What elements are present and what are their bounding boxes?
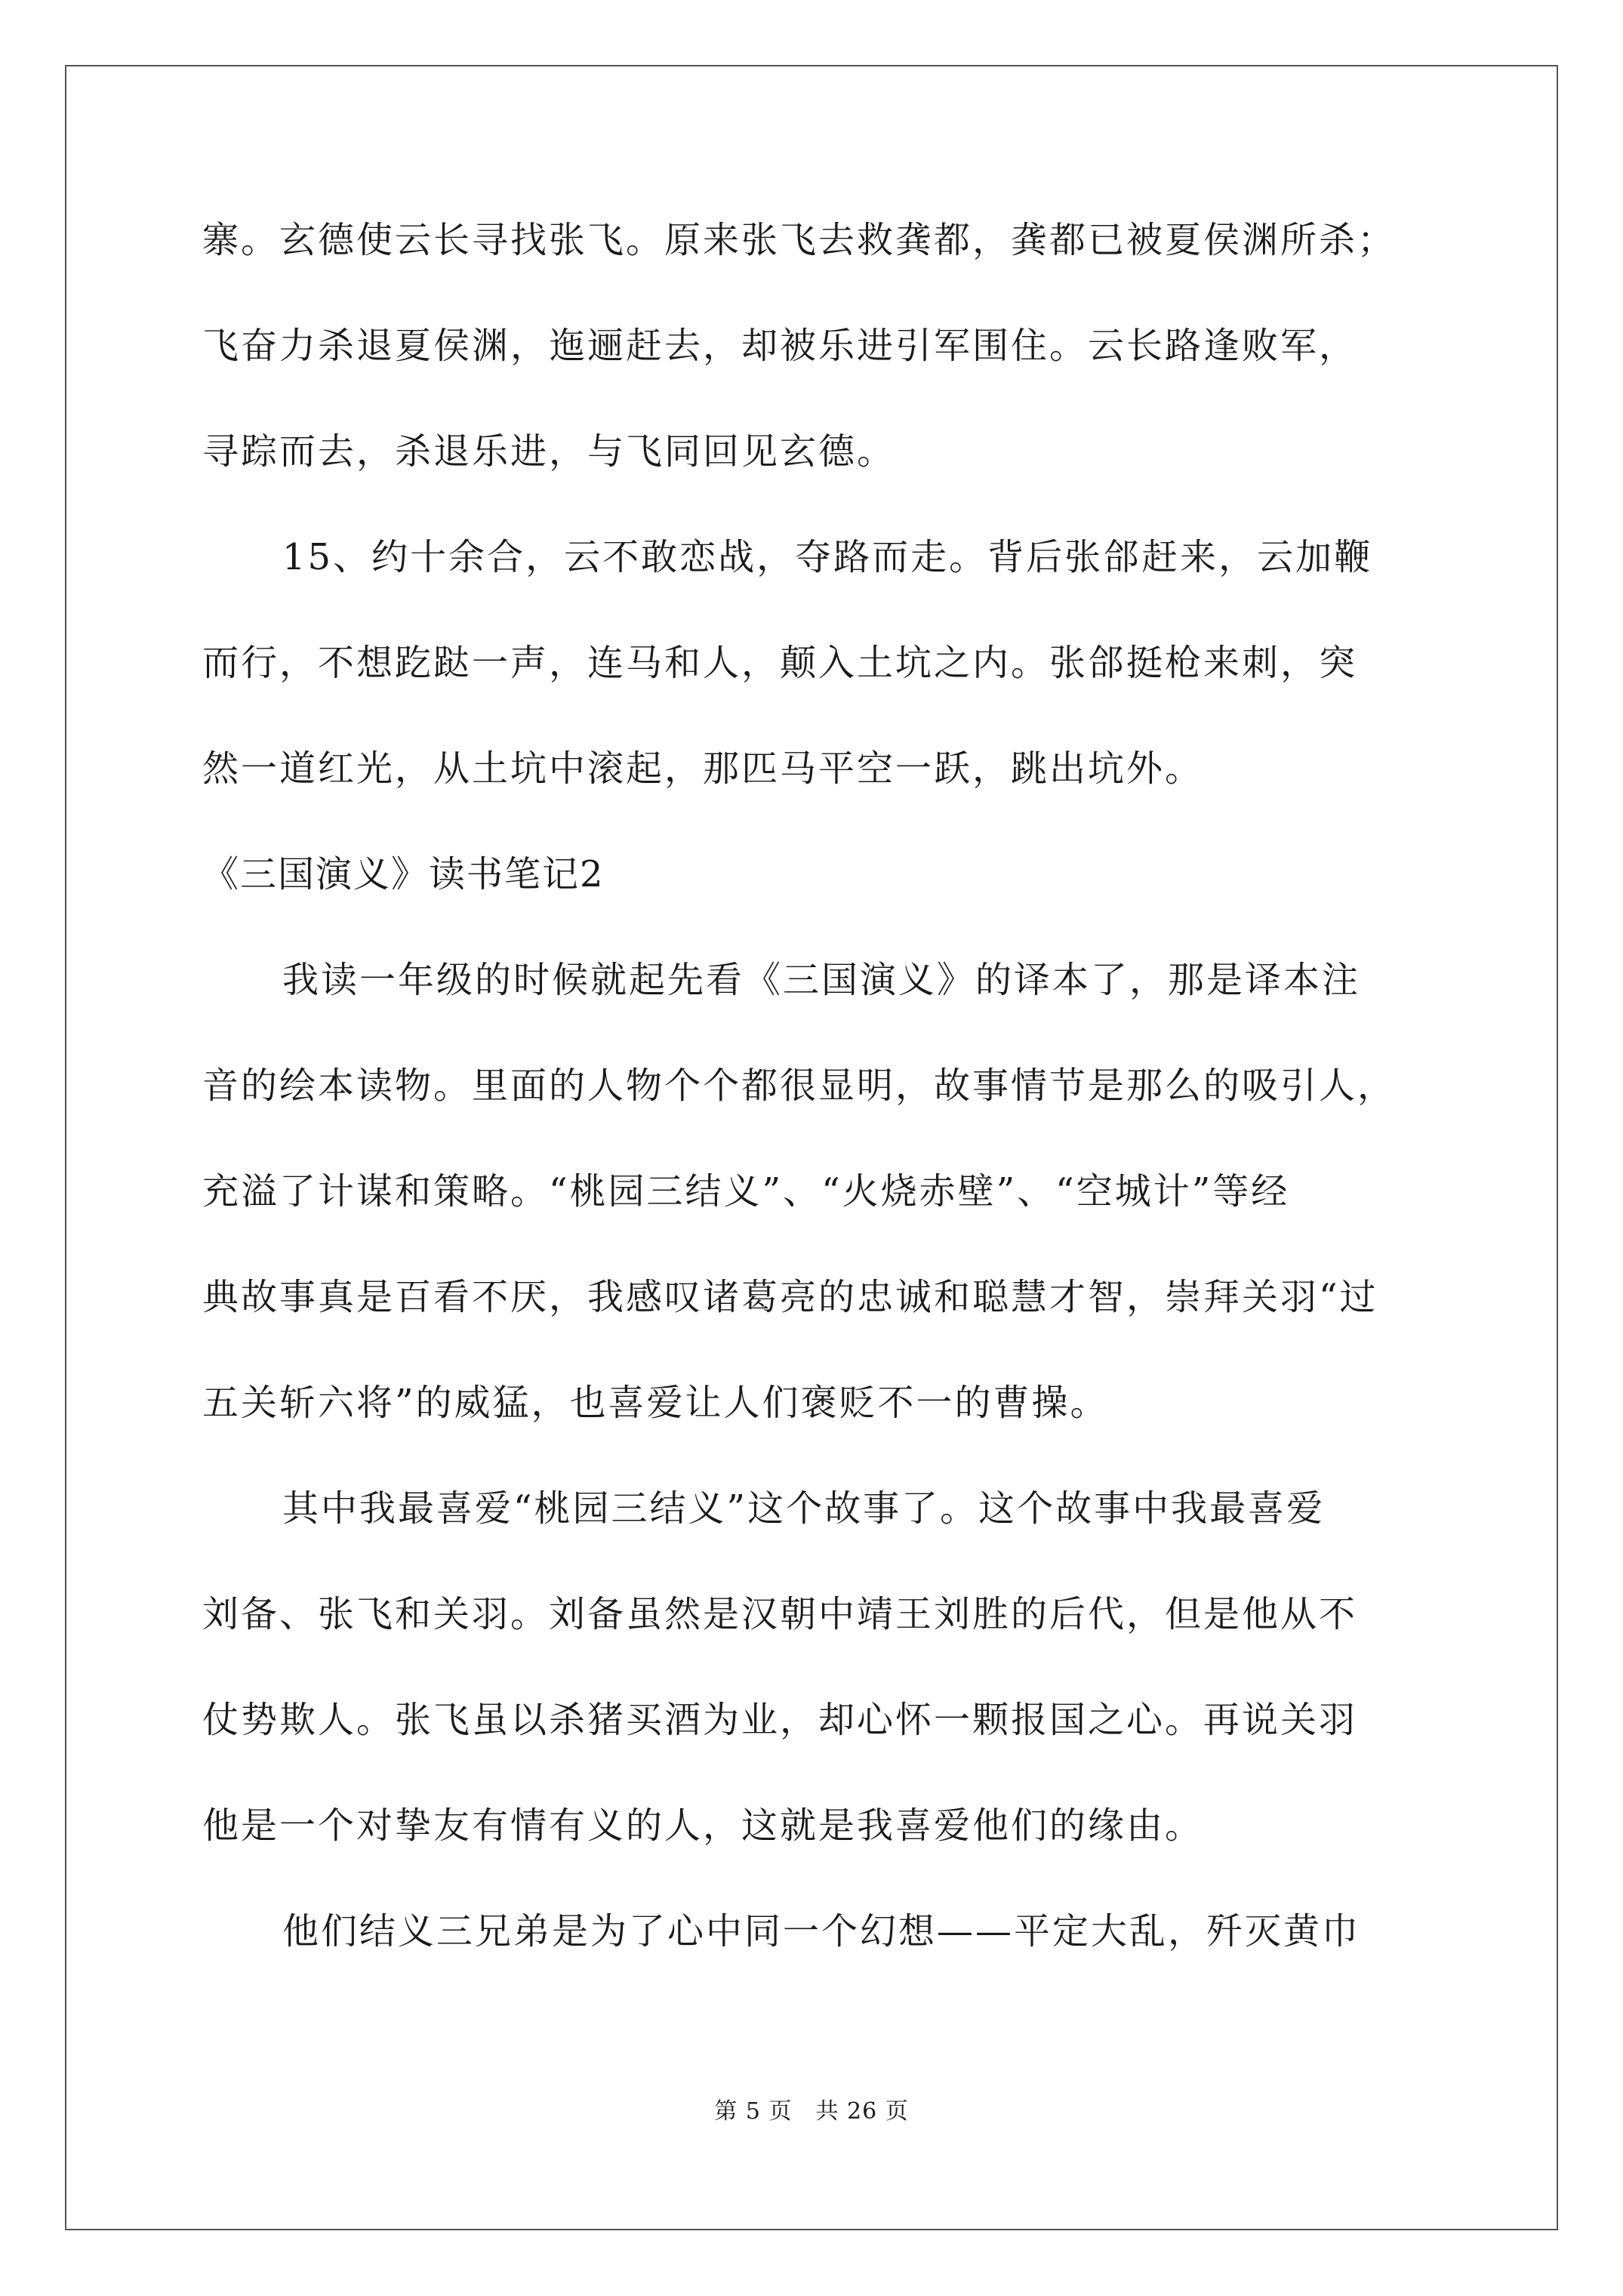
page-number-footer: 第 5 页 共 26 页 — [714, 2098, 909, 2125]
paragraph-first-line: 他们结义三兄弟是为了心中同一个幻想——平定大乱，歼灭黄巾 — [282, 1910, 1361, 1952]
paragraph-first-line: 15、约十余合，云不敢恋战，夺路而走。背后张郃赶来，云加鞭 — [282, 536, 1373, 578]
text-line: 五关斩六将”的威猛，也喜爱让人们褒贬不一的曹操。 — [202, 1382, 1109, 1424]
text-line: 音的绘本读物。里面的人物个个都很显明，故事情节是那么的吸引人， — [202, 1065, 1397, 1107]
paragraph-first-line: 我读一年级的时候就起先看《三国演义》的译本了，那是译本注 — [282, 959, 1361, 1001]
text-line: 典故事真是百看不厌，我感叹诸葛亮的忠诚和聪慧才智，崇拜关羽“过 — [202, 1276, 1378, 1318]
paragraph-first-line: 其中我最喜爱“桃园三结义”这个故事了。这个故事中我最喜爱 — [282, 1487, 1326, 1530]
text-line: 飞奋力杀退夏侯渊，迤逦赶去，却被乐进引军围住。云长路逢败军， — [202, 325, 1358, 367]
text-line: 他是一个对挚友有情有义的人，这就是我喜爱他们的缘由。 — [202, 1804, 1204, 1847]
section-heading: 《三国演义》读书笔记2 — [202, 853, 605, 895]
text-line: 刘备、张飞和关羽。刘备虽然是汉朝中靖王刘胜的后代，但是他从不 — [202, 1593, 1358, 1635]
text-line: 充溢了计谋和策略。“桃园三结义”、“火烧赤壁”、“空城计”等经 — [202, 1170, 1290, 1213]
text-line: 仗势欺人。张飞虽以杀猪买酒为业，却心怀一颗报国之心。再说关羽 — [202, 1699, 1358, 1741]
text-line: 而行，不想趷跶一声，连马和人，颠入土坑之内。张郃挺枪来刺，突 — [202, 642, 1358, 684]
document-body — [202, 187, 1437, 1984]
text-line: 然一道红光，从土坑中滚起，那匹马平空一跃，跳出坑外。 — [202, 747, 1204, 790]
text-line: 寨。玄德使云长寻找张飞。原来张飞去救龚都，龚都已被夏侯渊所杀； — [202, 219, 1397, 261]
text-line: 寻踪而去，杀退乐进，与飞同回见玄德。 — [202, 430, 896, 473]
